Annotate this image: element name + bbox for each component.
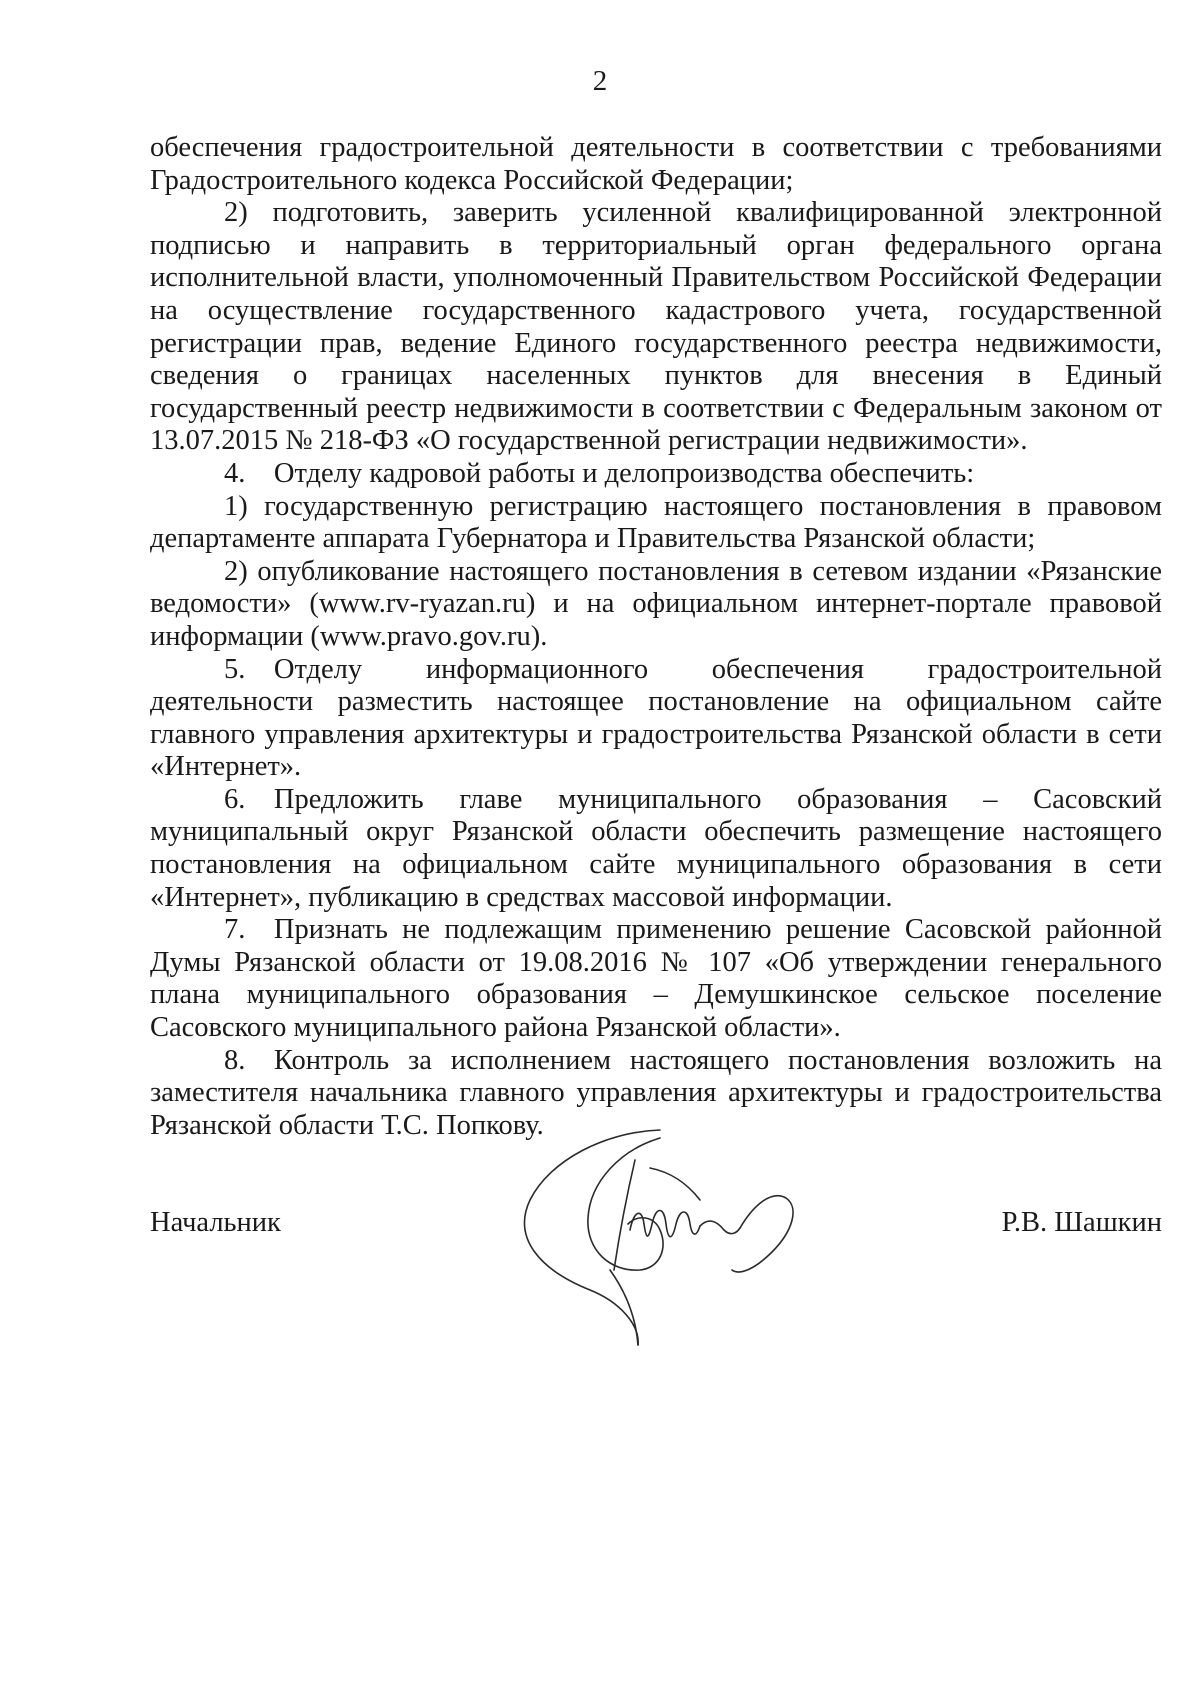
signatory-name: Р.В. Шашкин xyxy=(1001,1207,1162,1238)
paragraph: 2) подготовить, заверить усиленной квалифицированной электронной подписью и направить в территориальный орган федерального органа исполнительной власти, уполномоченный Правительством Российской Федерации на осуществление государственного кадастрового учета, государственной регистрации прав, ведение Единого государственного реестра недвижимости, сведения о границах населенных пунктов для внесения в Единый государственный реестр недвижимости в соответствии с Федеральным законом от 13.07.2015 № 218-ФЗ «О государственной регистрации недвижимости». xyxy=(150,197,1162,457)
signature-block xyxy=(150,1206,1162,1246)
paragraph: обеспечения градостроительной деятельности в соответствии с требованиями Градостроительного кодекса Российской Федерации; xyxy=(150,132,1162,196)
paragraph: 5. Отделу информационного обеспечения градостроительной деятельности разместить настоящее постановление на официальном сайте главного управления архитектуры и градостроительства Рязанской области в сети «Интернет». xyxy=(150,653,1162,783)
paragraph: 1) государственную регистрацию настоящего постановления в правовом департаменте аппарата Губернатора и Правительства Рязанской области; xyxy=(150,490,1162,555)
signatory-title: Начальник xyxy=(150,1207,281,1238)
paragraph: 8. Контроль за исполнением настоящего постановления возложить на заместителя начальника главного управления архитектуры и градостроительства Рязанской области Т.С. Попкову. xyxy=(150,1044,1162,1141)
paragraph: 4. Отделу кадровой работы и делопроизводства обеспечить: xyxy=(224,457,975,489)
page-number: 2 xyxy=(592,65,608,97)
paragraph: 2) опубликование настоящего постановления в сетевом издании «Рязанские ведомости» (www.rv-ryazan.ru) и на официальном интернет-портале правовой информации (www.pravo.gov.ru). xyxy=(150,555,1162,652)
paragraph: 6. Предложить главе муниципального образования – Сасовский муниципальный округ Рязанской области обеспечить размещение настоящего постановления на официальном сайте муниципального образования в сети «Интернет», публикацию в средствах массовой информации. xyxy=(150,783,1162,913)
paragraph: 7. Признать не подлежащим применению решение Сасовской районной Думы Рязанской области от 19.08.2016 № 107 «Об утверждении генерального плана муниципального образования – Демушкинское сельское поселение Сасовского муниципального района Рязанской области». xyxy=(150,914,1162,1044)
document-body xyxy=(150,132,1162,1142)
